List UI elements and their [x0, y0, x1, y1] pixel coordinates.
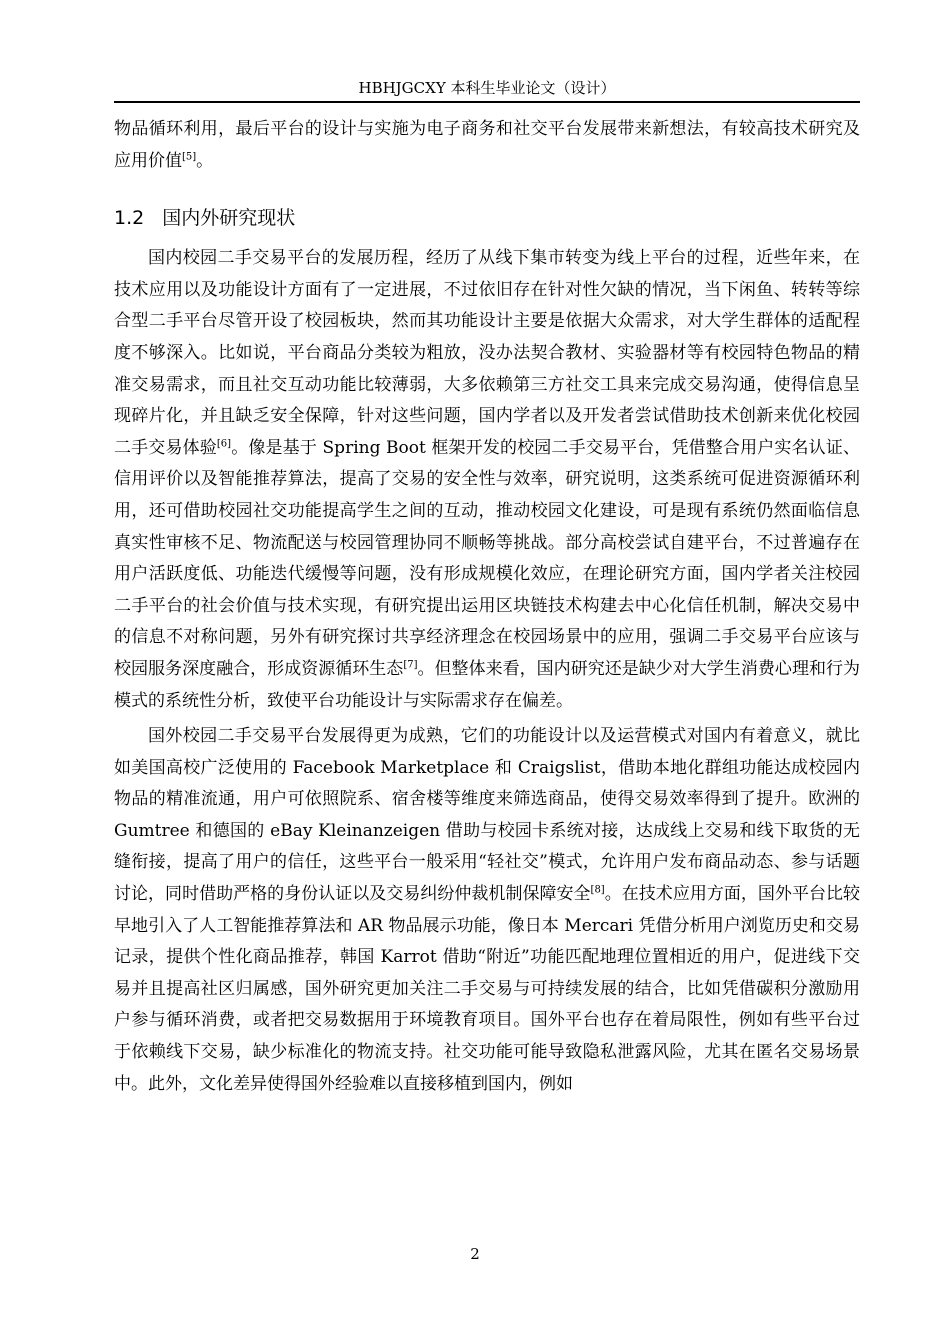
paragraph-continued	[114, 114, 860, 177]
header-rule	[114, 101, 860, 103]
paragraph-text: 。像是基于 Spring Boot 框架开发的校园二手交易平台，凭借整合用户实名认证、信用评价以及智能推荐算法，提高了交易的安全性与效率，研究说明，这类系统可促进资源循环利用，还可借助校园社交功能提高学生之间的互动，推动校园文化建设，可是现有系统仍然面临信息真实性审核不足、物流配送与校园管理协同不顺畅等挑战。部分高校尝试自建平台，不过普遍存在用户活跃度低、功能迭代缓慢等问题，没有形成规模化效应，在理论研究方面，国内学者关注校园二手平台的社会价值与技术实现，有研究提出运用区块链技术构建去中心化信任机制，解决交易中的信息不对称问题，另外有研究探讨共享经济理念在校园场景中的应用，强调二手交易平台应该与校园服务深度融合，形成资源循环生态	[114, 437, 860, 679]
citation-ref-5: [5]	[182, 150, 197, 162]
citation-ref-7: [7]	[403, 659, 418, 671]
paragraph-tail: 。	[196, 150, 214, 171]
section-title: 国内外研究现状	[162, 207, 296, 230]
paragraph-foreign-research	[114, 721, 860, 1100]
paragraph-text: 国内校园二手交易平台的发展历程，经历了从线下集市转变为线上平台的过程，近些年来，在技术应用以及功能设计方面有了一定进展，不过依旧存在针对性欠缺的情况，当下闲鱼、转转等综合型二手平台尽管开设了校园板块，然而其功能设计主要是依据大众需求，对大学生群体的适配程度不够深入。比如说，平台商品分类较为粗放，没办法契合教材、实验器材等有校园特色物品的精准交易需求，而且社交互动功能比较薄弱，大多依赖第三方社交工具来完成交易沟通，使得信息呈现碎片化，并且缺乏安全保障，针对这些问题，国内学者以及开发者尝试借助技术创新来优化校园二手交易体验	[114, 248, 860, 458]
paragraph-text: 国外校园二手交易平台发展得更为成熟，它们的功能设计以及运营模式对国内有着意义，就比如美国高校广泛使用的 Facebook Marketplace 和 Craigslist，借助本地化群组功能达成校园内物品的精准流通，用户可依照院系、宿舍楼等维度来筛选商品，使得交易效率得到了提升。欧洲的 Gumtree 和德国的 eBay Kleinanzeigen 借助与校园卡系统对接，达成线上交易和线下取货的无缝衔接，提高了用户的信任，这些平台一般采用“轻社交”模式，允许用户发布商品动态、参与话题讨论，同时借助严格的身份认证以及交易纠纷仲裁机制保障安全	[114, 726, 860, 905]
section-number: 1.2	[114, 207, 145, 230]
paragraph-domestic-research	[114, 243, 860, 717]
page-number: 2	[470, 1245, 480, 1263]
citation-ref-8: [8]	[590, 884, 605, 896]
citation-ref-6: [6]	[216, 438, 232, 450]
page-body	[114, 114, 860, 1100]
paragraph-text: 。在技术应用方面，国外平台比较早地引入了人工智能推荐算法和 AR 物品展示功能，像日本 Mercari 凭借分析用户浏览历史和交易记录，提供个性化商品推荐，韩国 Karrot 借助“附近”功能匹配地理位置相近的用户，促进线下交易并且提高社区归属感，国外研究更加关注二手交易与可持续发展的结合，比如凭借碳积分激励用户参与循环消费，或者把交易数据用于环境教育项目。国外平台也存在着局限性，例如有些平台过于依赖线下交易，缺少标准化的物流支持。社交功能可能导致隐私泄露风险，尤其在匿名交易场景中。此外，文化差异使得国外经验难以直接移植到国内，例如	[114, 884, 861, 1094]
section-heading	[114, 203, 860, 233]
page-header: HBHJGCXY 本科生毕业论文（设计）	[358, 79, 616, 97]
paragraph-text: 。但整体来看，国内研究还是缺少对大学生消费心理和行为模式的系统性分析，致使平台功能设计与实际需求存在偏差。	[114, 658, 860, 711]
paragraph-text: 物品循环利用，最后平台的设计与实施为电子商务和社交平台发展带来新想法，有较高技术研究及应用价值	[114, 119, 860, 171]
